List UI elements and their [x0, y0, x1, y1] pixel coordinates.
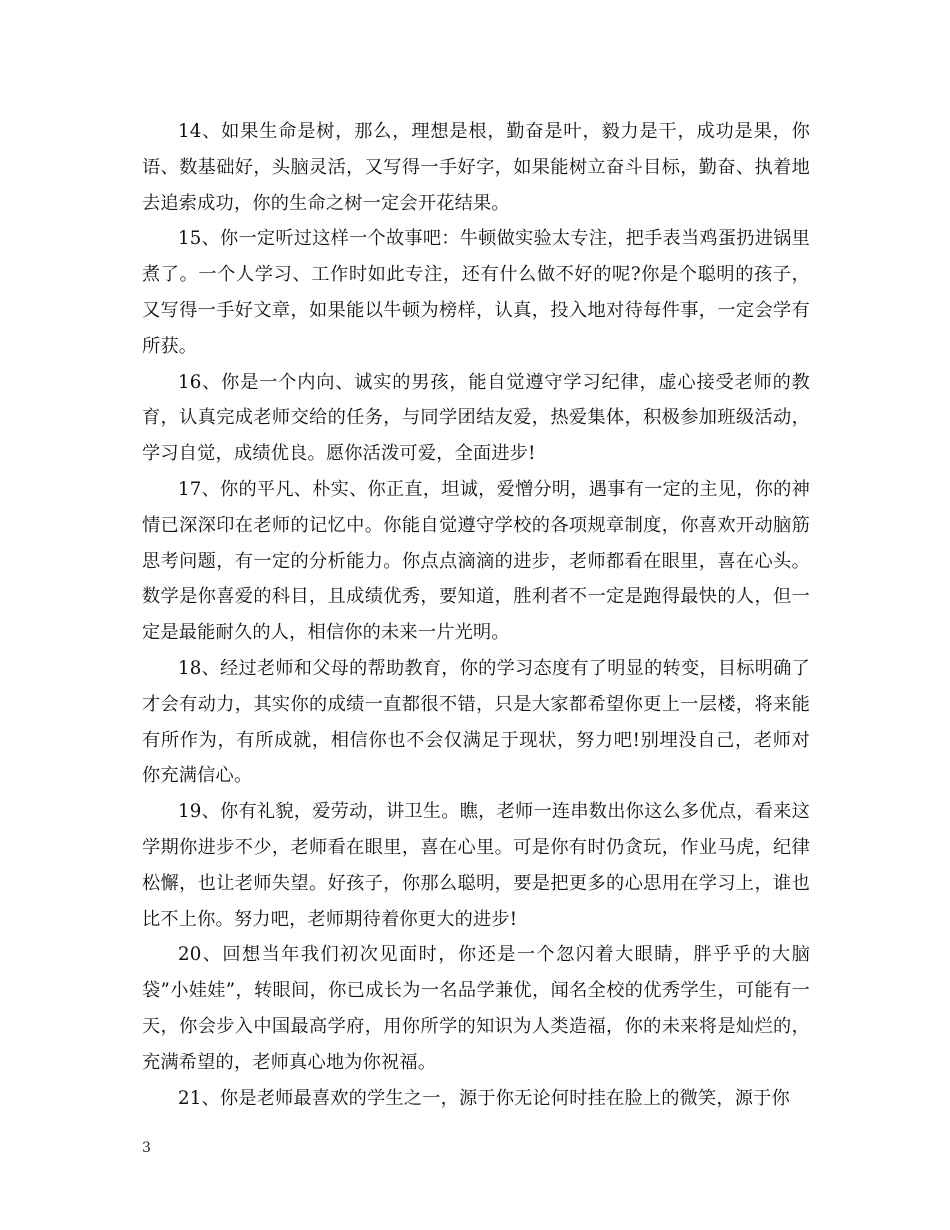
paragraph-18: 18、经过老师和父母的帮助教育，你的学习态度有了明显的转变，目标明确了才会有动力，其实你的成绩一直都很不错，只是大家都希望你更上一层楼，将来能有所作为，有所成就，相信你也不会仅满足于现状，努力吧!别埋没自己，老师对你充满信心。 — [142, 657, 810, 787]
paragraph-20: 20、回想当年我们初次见面时，你还是一个忽闪着大眼睛，胖乎乎的大脑袋”小娃娃”，转眼间，你已成长为一名品学兼优，闻名全校的优秀学生，可能有一天，你会步入中国最高学府，用你所学的知识为人类造福，你的未来将是灿烂的，充满希望的，老师真心地为你祝福。 — [142, 944, 810, 1073]
paragraph-21: 21、你是老师最喜欢的学生之一，源于你无论何时挂在脸上的微笑，源于你 — [178, 1087, 790, 1109]
paragraph-14: 14、如果生命是树，那么，理想是根，勤奋是叶，毅力是干，成功是果，你语、数基础好，头脑灵活，又写得一手好字，如果能树立奋斗目标，勤奋、执着地去追索成功，你的生命之树一定会开花结果。 — [142, 121, 810, 214]
paragraph-19: 19、你有礼貌，爱劳动，讲卫生。瞧，老师一连串数出你这么多优点，看来这学期你进步不少，老师看在眼里，喜在心里。可是你有时仍贪玩，作业马虎，纪律松懈，也让老师失望。好孩子，你那么聪明，要是把更多的心思用在学习上，谁也比不上你。努力吧，老师期待着你更大的进步! — [142, 801, 810, 930]
document-body — [142, 114, 810, 1116]
paragraph-15: 15、你一定听过这样一个故事吧：牛顿做实验太专注，把手表当鸡蛋扔进锅里煮了。一个人学习、工作时如此专注，还有什么做不好的呢?你是个聪明的孩子，又写得一手好文章，如果能以牛顿为榜样，认真，投入地对待每件事，一定会学有所获。 — [142, 228, 810, 357]
paragraph-16: 16、你是一个内向、诚实的男孩，能自觉遵守学习纪律，虚心接受老师的教育，认真完成老师交给的任务，与同学团结友爱，热爱集体，积极参加班级活动，学习自觉，成绩优良。愿你活泼可爱，全面进步! — [142, 371, 810, 465]
page-number: 3 — [142, 1140, 151, 1156]
paragraph-17: 17、你的平凡、朴实、你正直，坦诚，爱憎分明，遇事有一定的主见，你的神情已深深印在老师的记忆中。你能自觉遵守学校的各项规章制度，你喜欢开动脑筋思考问题，有一定的分析能力。你点点滴滴的进步，老师都看在眼里，喜在心头。数学是你喜爱的科目，且成绩优秀，要知道，胜利者不一定是跑得最快的人，但一定是最能耐久的人，相信你的未来一片光明。 — [142, 478, 810, 644]
